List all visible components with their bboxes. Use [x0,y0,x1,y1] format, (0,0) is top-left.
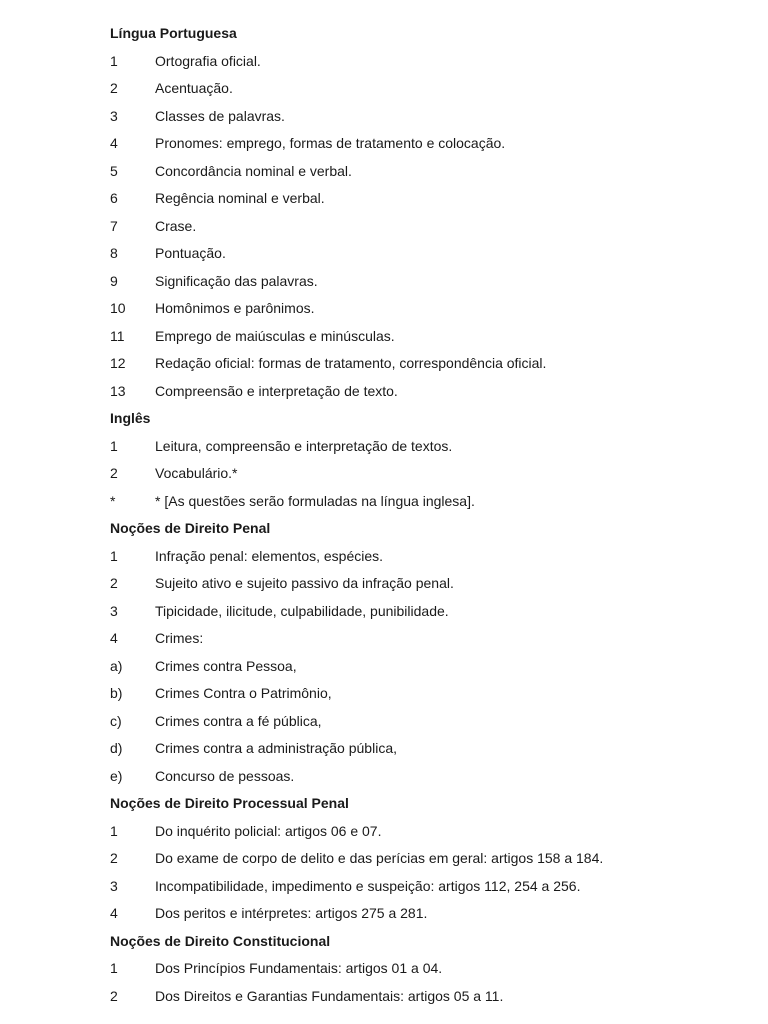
item-text: Ortografia oficial. [155,52,261,69]
list-item [110,955,750,983]
item-number: 1 [110,52,118,69]
list-item [110,845,750,873]
list-item [110,75,750,103]
item-text: Dos Direitos e Garantias Fundamentais: artigos 05 a 11. [155,987,504,1004]
list-item [110,103,750,131]
list-item [110,818,750,846]
list-item [110,763,750,791]
item-number: 11 [110,327,125,344]
list-item [110,295,750,323]
item-text: Homônimos e parônimos. [155,300,315,316]
item-number: 6 [110,190,118,206]
list-item [110,240,750,268]
document-body [110,20,750,1010]
item-text: Crimes Contra o Patrimônio, [155,685,332,701]
item-number: b) [110,685,123,701]
list-item [110,213,750,241]
item-number: 13 [110,382,126,399]
list-item [110,158,750,186]
list-item [110,680,750,708]
item-text: Regência nominal e verbal. [155,190,325,206]
section-heading: Noções de Direito Constitucional [110,932,331,949]
item-number: a) [110,657,123,674]
item-text: Redação oficial: formas de tratamento, correspondência oficial. [155,355,547,371]
item-text: Do inquérito policial: artigos 06 e 07. [155,822,382,839]
list-item [110,460,750,488]
item-number: 12 [110,355,126,371]
item-number: 5 [110,162,118,179]
item-text: Leitura, compreensão e interpretação de textos. [155,437,453,454]
item-text: Acentuação. [155,80,233,96]
item-text: Compreensão e interpretação de texto. [155,382,398,399]
list-item [110,983,750,1011]
item-number: 8 [110,245,118,261]
item-text: Vocabulário.* [155,465,238,481]
item-number: 4 [110,135,118,151]
section-heading: Inglês [110,410,151,426]
section-heading: Noções de Direito Penal [110,520,271,536]
item-text: Dos Princípios Fundamentais: artigos 01 a 04. [155,960,443,976]
list-item [110,488,750,516]
item-text: Dos peritos e intérpretes: artigos 275 a 281. [155,905,428,921]
item-number: 2 [110,80,118,96]
item-number: 2 [110,575,118,591]
section-heading: Língua Portuguesa [110,25,237,41]
list-item [110,625,750,653]
item-text: Sujeito ativo e sujeito passivo da infração penal. [155,575,454,591]
list-item [110,130,750,158]
item-number: c) [110,712,122,729]
list-item [110,543,750,571]
list-item [110,350,750,378]
item-text: Significação das palavras. [155,272,318,289]
item-text: Infração penal: elementos, espécies. [155,547,384,564]
item-number: 2 [110,465,118,481]
list-item [110,185,750,213]
list-item [110,268,750,296]
item-text: Do exame de corpo de delito e das perícias em geral: artigos 158 a 184. [155,850,604,866]
list-item [110,873,750,901]
item-text: Classes de palavras. [155,107,285,124]
item-number: 10 [110,300,126,316]
item-text: Pontuação. [155,245,226,261]
item-text: Crimes contra a fé pública, [155,712,322,729]
item-number: e) [110,767,123,784]
item-text: * [As questões serão formuladas na língua inglesa]. [155,492,475,509]
item-number: 4 [110,630,118,646]
item-number: 3 [110,107,118,124]
list-item [110,323,750,351]
list-item [110,900,750,928]
list-item [110,735,750,763]
item-number: 2 [110,850,118,866]
item-number: 1 [110,822,118,839]
section-heading: Noções de Direito Processual Penal [110,795,349,811]
item-number: 1 [110,437,118,454]
item-number: d) [110,740,123,756]
item-text: Crimes contra Pessoa, [155,657,297,674]
item-number: 3 [110,877,118,894]
item-number: 7 [110,217,118,234]
item-number: 3 [110,602,118,619]
list-item [110,433,750,461]
item-number: 2 [110,987,118,1004]
list-item [110,48,750,76]
item-number: * [110,492,116,509]
item-number: 4 [110,905,118,921]
list-item [110,598,750,626]
list-item [110,653,750,681]
item-text: Crimes contra a administração pública, [155,740,397,756]
item-text: Incompatibilidade, impedimento e suspeição: artigos 112, 254 a 256. [155,877,581,894]
item-text: Pronomes: emprego, formas de tratamento e colocação. [155,135,506,151]
item-text: Concordância nominal e verbal. [155,162,352,179]
item-text: Crimes: [155,630,204,646]
item-number: 9 [110,272,118,289]
item-text: Crase. [155,217,197,234]
item-text: Emprego de maiúsculas e minúsculas. [155,327,395,344]
item-text: Concurso de pessoas. [155,767,295,784]
list-item [110,570,750,598]
list-item [110,378,750,406]
item-number: 1 [110,547,118,564]
list-item [110,708,750,736]
item-number: 1 [110,960,118,976]
item-text: Tipicidade, ilicitude, culpabilidade, punibilidade. [155,602,449,619]
